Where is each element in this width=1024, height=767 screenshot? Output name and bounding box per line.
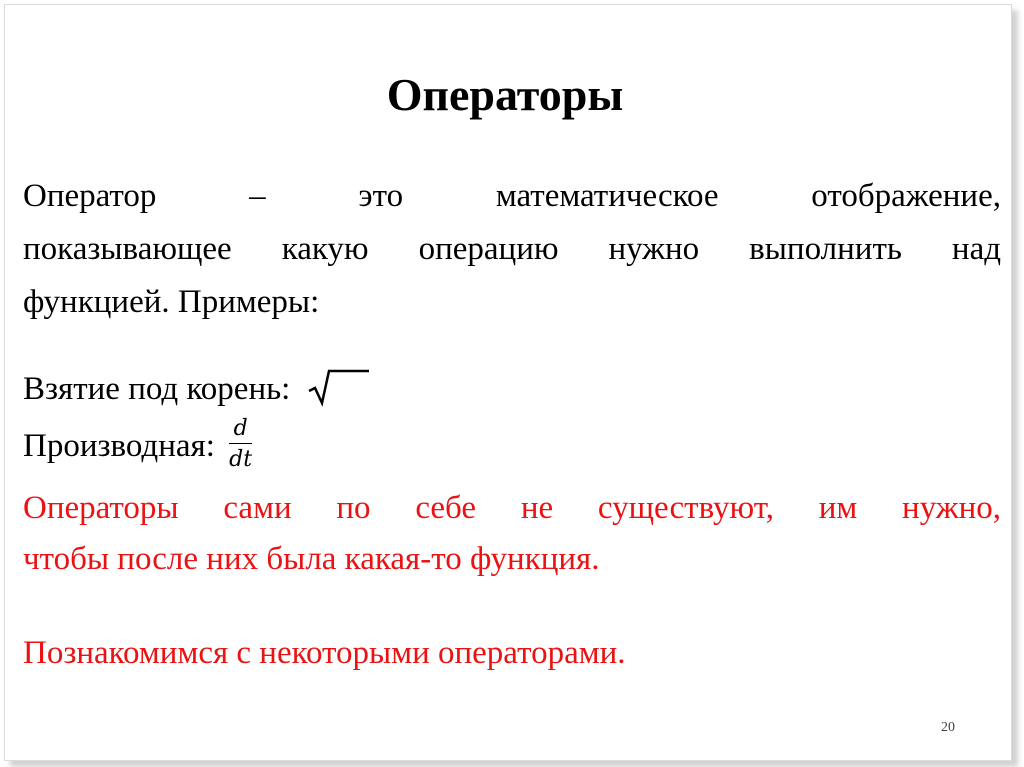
slide-title: Операторы	[386, 69, 624, 120]
derivative-fraction	[229, 417, 252, 472]
fraction-denominator: dt	[229, 447, 253, 472]
note-line-1: Операторы сами по себе не существуют, им нужно,	[23, 490, 1001, 526]
definition-line-1: Оператор – это математическое отображение,	[23, 178, 1001, 214]
closing-note: Познакомимся с некоторыми операторами.	[23, 635, 626, 671]
definition-paragraph	[23, 170, 1001, 329]
page-number: 20	[941, 720, 955, 735]
example-root	[23, 369, 371, 409]
definition-line-2: показывающее какую операцию нужно выполнить над	[23, 231, 1001, 267]
example-derivative	[23, 416, 253, 476]
square-root-icon	[307, 369, 371, 409]
derivative-label: Производная:	[23, 428, 215, 465]
note-line-2: чтобы после них была какая-то функция.	[23, 541, 600, 577]
root-label: Взятие под корень:	[23, 371, 291, 407]
fraction-numerator: d	[229, 417, 252, 444]
definition-line-3: функцией. Примеры:	[23, 284, 320, 320]
slide	[4, 4, 1012, 761]
note-paragraph	[23, 483, 1001, 585]
